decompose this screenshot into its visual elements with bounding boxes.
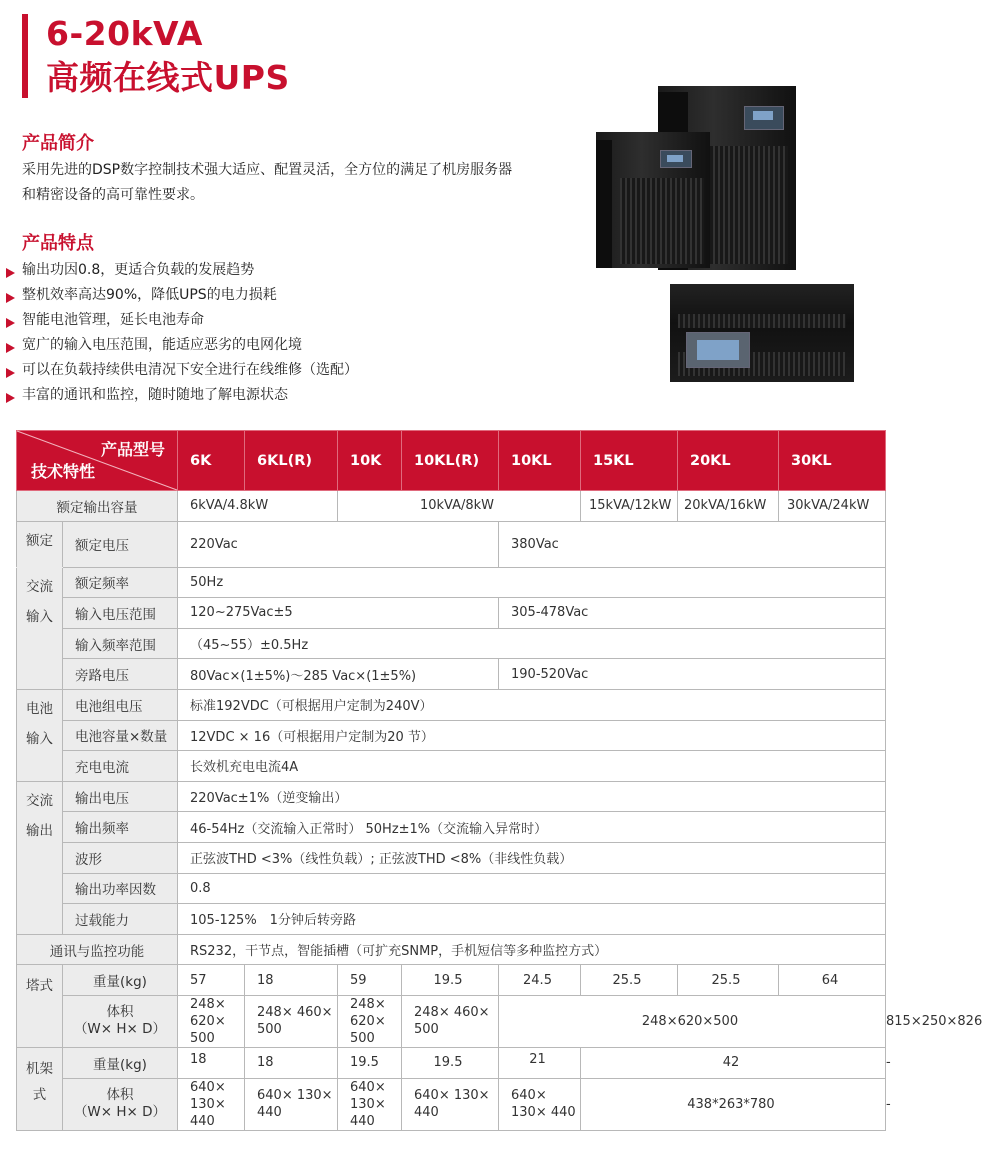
table-row (17, 720, 886, 751)
cell: 19.5 (402, 1047, 499, 1078)
row-label: 重量(kg) (63, 965, 178, 996)
row-label: 输出功率因数 (63, 873, 178, 904)
model-header: 10KL(R) (402, 431, 499, 491)
cell: 25.5 (581, 965, 678, 996)
table-row (17, 751, 886, 782)
table-row (17, 842, 886, 873)
category-battery: 电池输入 (17, 689, 63, 781)
row-label: 额定频率 (63, 567, 178, 598)
table-row: 体积 （W× H× D） 248× 620× 500 248× 460× 500 248× 620× 500 248× 460× 500 248×620×500 815×250×826 (17, 995, 886, 1047)
feature-item: 可以在负载持续供电清况下安全进行在线维修（选配） (6, 358, 358, 383)
cell: 57 (178, 965, 245, 996)
row-label: 输入电压范围 (63, 598, 178, 629)
row-label: 重量(kg) (63, 1047, 178, 1078)
features-heading: 产品特点 (22, 233, 94, 254)
corner-top-label: 产品型号 (100, 440, 165, 459)
cell: 640× 130× 440 (499, 1078, 581, 1130)
model-header: 20KL (678, 431, 779, 491)
cell: 248×620×500 (499, 995, 886, 1047)
cell: 59 (338, 965, 402, 996)
cell: 640× 130× 440 (338, 1078, 402, 1130)
table-row (17, 659, 886, 690)
cell: 46-54Hz（交流输入正常时） 50Hz±1%（交流输入异常时） (178, 812, 886, 843)
row-label: 输入频率范围 (63, 628, 178, 659)
category-ac-output: 交流输出 (17, 781, 63, 934)
model-header: 10KL (499, 431, 581, 491)
cell: 21 (499, 1047, 581, 1078)
ups-rack-image (670, 284, 854, 382)
cell: （45~55）±0.5Hz (178, 628, 886, 659)
table-row (17, 491, 886, 522)
row-label: 电池组电压 (63, 689, 178, 720)
table-row (17, 628, 886, 659)
row-label: 额定输出容量 (17, 491, 178, 522)
table-row (17, 934, 886, 965)
row-label: 体积 （W× H× D） (63, 1078, 178, 1130)
table-row (17, 781, 886, 812)
cell: 248× 620× 500 (178, 995, 245, 1047)
corner-bottom-label: 技术特性 (31, 462, 96, 481)
table-corner-cell (17, 431, 178, 491)
cell: 19.5 (402, 965, 499, 996)
table-row (17, 812, 886, 843)
table-header-row (17, 431, 886, 491)
cell: 305-478Vac (499, 598, 886, 629)
table-row (17, 965, 886, 996)
cell: 438*263*780 (581, 1078, 886, 1130)
bullet-triangle-icon (6, 293, 15, 303)
intro-heading: 产品简介 (22, 133, 94, 154)
cell: 190-520Vac (499, 659, 886, 690)
row-label: 过载能力 (63, 904, 178, 935)
cell: 20kVA/16kW (678, 491, 779, 522)
bullet-triangle-icon (6, 393, 15, 403)
table-row (17, 873, 886, 904)
cell: 18 (178, 1047, 245, 1078)
cell: 30kVA/24kW (779, 491, 886, 522)
table-row (17, 567, 886, 598)
cell: 50Hz (178, 567, 886, 598)
table-row: 体积 （W× H× D） 640× 130× 440 640× 130× 440 640× 130× 440 640× 130× 440 640× 130× 440 438*263*780 - (17, 1078, 886, 1130)
row-label: 输出电压 (63, 781, 178, 812)
page-title: 6-20kVA (46, 14, 203, 53)
row-label: 体积 （W× H× D） (63, 995, 178, 1047)
table-row (17, 689, 886, 720)
cell: 220Vac±1%（逆变输出） (178, 781, 886, 812)
table-row (17, 598, 886, 629)
cell: 640× 130× 440 (245, 1078, 338, 1130)
category-rated: 额定 (17, 521, 63, 567)
cell: 标准192VDC（可根据用户定制为240V） (178, 689, 886, 720)
row-label: 旁路电压 (63, 659, 178, 690)
cell: 15kVA/12kW (581, 491, 678, 522)
model-header: 6KL(R) (245, 431, 338, 491)
ups-tower-small-image (596, 132, 710, 268)
table-row (17, 904, 886, 935)
table-row: 机架式 重量(kg) 18 18 19.5 19.5 21 42 - (17, 1047, 886, 1078)
category-ac-input: 交流输入 (17, 567, 63, 689)
cell: 6kVA/4.8kW (178, 491, 338, 522)
title-accent-bar (22, 14, 28, 98)
cell: 120~275Vac±5 (178, 598, 499, 629)
feature-item: 丰富的通讯和监控，随时随地了解电源状态 (6, 383, 358, 408)
model-header: 6K (178, 431, 245, 491)
table-row (17, 521, 886, 567)
model-header: 30KL (779, 431, 886, 491)
cell: 24.5 (499, 965, 581, 996)
category-tower: 塔式 (17, 965, 63, 1048)
feature-list (6, 258, 358, 408)
cell: 25.5 (678, 965, 779, 996)
feature-item: 整机效率高达90%，降低UPS的电力损耗 (6, 283, 358, 308)
cell: 19.5 (338, 1047, 402, 1078)
feature-item: 智能电池管理，延长电池寿命 (6, 308, 358, 333)
cell: 正弦波THD <3%（线性负载）; 正弦波THD <8%（非线性负载） (178, 842, 886, 873)
cell: 220Vac (178, 521, 499, 567)
bullet-triangle-icon (6, 268, 15, 278)
row-label: 充电电流 (63, 751, 178, 782)
feature-item: 宽广的输入电压范围，能适应恶劣的电网化境 (6, 333, 358, 358)
cell: 42 (581, 1047, 886, 1078)
cell: 10kVA/8kW (338, 491, 581, 522)
cell: 0.8 (178, 873, 886, 904)
cell: 105-125% 1分钟后转旁路 (178, 904, 886, 935)
spec-table (16, 430, 982, 1131)
bullet-triangle-icon (6, 368, 15, 378)
cell: 64 (779, 965, 886, 996)
page-subtitle: 高频在线式UPS (46, 58, 290, 97)
cell: 18 (245, 965, 338, 996)
intro-text: 采用先进的DSP数字控制技术强大适应、配置灵活，全方位的满足了机房服务器和精密设备的高可靠性要求。 (22, 162, 513, 203)
cell: 18 (245, 1047, 338, 1078)
cell: 248× 620× 500 (338, 995, 402, 1047)
cell: 248× 460× 500 (402, 995, 499, 1047)
cell: 640× 130× 440 (402, 1078, 499, 1130)
cell: 80Vac×(1±5%)～285 Vac×(1±5%) (178, 659, 499, 690)
row-label: 输出频率 (63, 812, 178, 843)
category-rack: 机架式 (17, 1047, 63, 1130)
bullet-triangle-icon (6, 318, 15, 328)
row-label: 通讯与监控功能 (17, 934, 178, 965)
cell: 12VDC × 16（可根据用户定制为20 节） (178, 720, 886, 751)
feature-item: 输出功因0.8，更适合负载的发展趋势 (6, 258, 358, 283)
row-label: 波形 (63, 842, 178, 873)
cell: RS232，干节点，智能插槽（可扩充SNMP，手机短信等多种监控方式） (178, 934, 886, 965)
cell: 248× 460× 500 (245, 995, 338, 1047)
cell: 380Vac (499, 521, 886, 567)
bullet-triangle-icon (6, 343, 15, 353)
cell: 640× 130× 440 (178, 1078, 245, 1130)
cell: 长效机充电电流4A (178, 751, 886, 782)
row-label: 额定电压 (63, 521, 178, 567)
model-header: 10K (338, 431, 402, 491)
row-label: 电池容量×数量 (63, 720, 178, 751)
model-header: 15KL (581, 431, 678, 491)
